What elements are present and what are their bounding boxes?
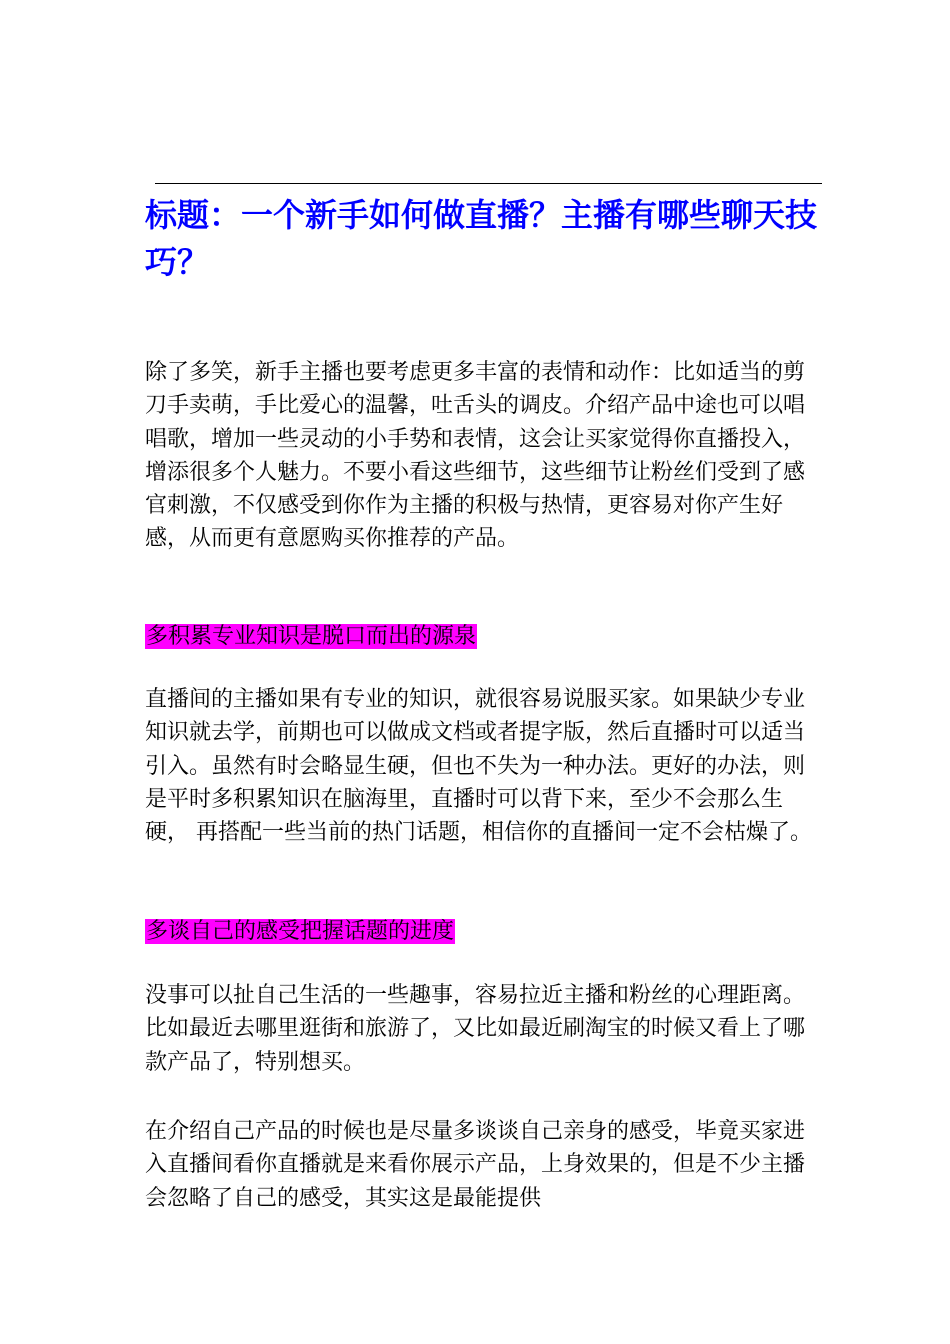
document-title: 标题：一个新手如何做直播？主播有哪些聊天技巧？: [145, 196, 818, 281]
section-heading-knowledge-text: 多积累专业知识是脱口而出的源泉: [146, 624, 477, 649]
paragraph-own-feelings: 在介绍自己产品的时候也是尽量多谈谈自己亲身的感受，毕竟买家进入直播间看你直播就是来看你展示产品，上身效果的，但是不少主播会忽略了自己的感受，其实这是最能提供: [145, 1119, 806, 1211]
paragraph-knowledge: 直播间的主播如果有专业的知识，就很容易说服买家。如果缺少专业知识就去学，前期也可以做成文档或者提字版，然后直播时可以适当引入。虽然有时会略显生硬，但也不失为一种办法。更好的办法，则是平时多积累知识在脑海里，直播时可以背下来，至少不会那么生硬， 再搭配一些当前的热门话题，相信你的直播间一定不会枯燥了。: [145, 687, 812, 846]
section-heading-feelings-text: 多谈自己的感受把握话题的进度: [146, 919, 455, 944]
paragraph-expressions: 除了多笑，新手主播也要考虑更多丰富的表情和动作：比如适当的剪刀手卖萌，手比爱心的温馨，吐舌头的调皮。介绍产品中途也可以唱唱歌，增加一些灵动的小手势和表情，这会让买家觉得你直播投入，增添很多个人魅力。不要小看这些细节，这些细节让粉丝们受到了感官刺激，不仅感受到你作为主播的积极与热情，更容易对你产生好感，从而更有意愿购买你推荐的产品。: [145, 360, 806, 552]
title-divider-line: [155, 183, 822, 184]
section-heading-knowledge: [145, 620, 477, 653]
paragraph-life-stories: 没事可以扯自己生活的一些趣事，容易拉近主播和粉丝的心理距离。比如最近去哪里逛街和旅游了，又比如最近刷淘宝的时候又看上了哪款产品了，特别想买。: [145, 983, 806, 1075]
section-heading-feelings: [145, 915, 455, 948]
